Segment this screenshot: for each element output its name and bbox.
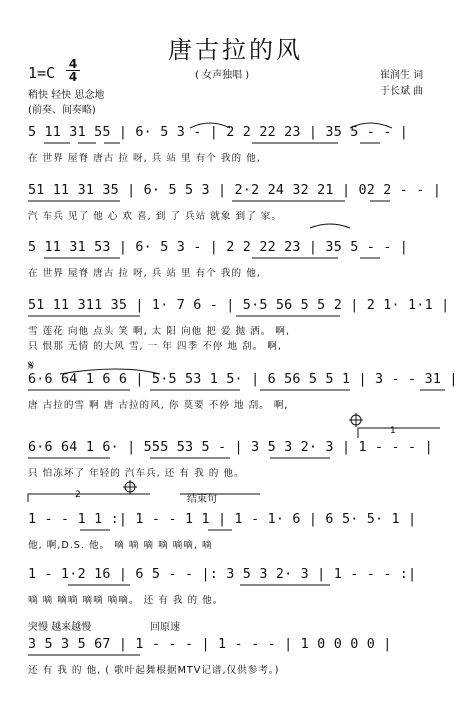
intro-note: (前奏、间奏略): [28, 105, 96, 116]
notation-line-3: 5 11 31 53 | 6· 5 3 - | 2 2 22 23 | 35 5 - - |: [28, 240, 409, 255]
notation-line-7: 1 - - 1 1 :| 1 - - 1 1 | 1 - 1· 6 | 6 5· 5· 1 |: [28, 512, 417, 527]
notation-line-4: 51 11 311 35 | 1· 7 6 - | 5·5 56 5 5 2 | 2 1· 1·1 |: [28, 298, 450, 313]
tie-arc: [190, 123, 230, 128]
notation-line-5: 6·6 64 1 6 6 | 5·5 53 1 5· | 6 56 5 5 1 | 3 - - 31 |: [28, 372, 458, 387]
tie-arc: [350, 123, 392, 128]
lyrics-line-4a: 雪 莲花 向他 点头 笑 啊, 太 阳 向他 把 爱 抛 洒。 啊,: [28, 326, 291, 337]
lyrics-line-7: 他, 啊,D.S. 他。 嘀 嘀 嘀 嘀 嘀嘀, 嘀: [28, 540, 213, 551]
tie-arc: [60, 369, 160, 374]
key-signature: 1=C: [28, 64, 56, 82]
volta-2-bracket: [28, 494, 150, 502]
lyrics-line-5: 唐 古拉的雪 啊 唐 古拉的风, 你 莫要 不停 地 刮。 啊,: [28, 400, 289, 411]
notation-line-2: 51 11 31 35 | 6· 5 5 3 | 2·2 24 32 21 | 02 2 - - |: [28, 183, 442, 198]
lyrics-line-6: 只 怕冻坏了 年轻的 汽车兵, 还 有 我 的 他。: [28, 468, 245, 479]
time-signature-bottom: 4: [68, 70, 78, 84]
notation-line-6: 6·6 64 1 6· | 555 53 5 - | 3 5 3 2· 3 | 1 - - - |: [28, 440, 433, 455]
lyrics-line-2: 汽 车兵 见了 他 心 欢 喜, 到 了 兵站 就象 到了 家。: [28, 211, 282, 222]
notation-line-9: 3 5 3 5 67 | 1 - - - | 1 - - - | 1 0 0 0 0 |: [28, 637, 392, 652]
song-title: 唐古拉的风: [168, 36, 303, 64]
lyrics-line-4b: 只 恨那 无情 的大风 雪, 一 年 四季 不停 地 刮。 啊,: [28, 341, 282, 352]
notation-line-1: 5 11 31 55 | 6· 5 3 - | 2 2 22 23 | 35 5 - - |: [28, 125, 409, 140]
composer-credit: 于长斌 曲: [380, 86, 424, 97]
performance-subtitle: ( 女声独唱 ): [195, 70, 250, 81]
volta-2-label: 2: [75, 490, 81, 500]
volta-1-label: 1: [390, 426, 396, 436]
tempo-marking: 稍快 轻快 思念地: [28, 90, 105, 101]
slowdown-marking: 突慢 越来越慢: [28, 622, 92, 633]
lyrics-line-8: 嘀 嘀 嘀嘀 嘀嘀 嘀嘀。 还 有 我 的 他。: [28, 595, 224, 606]
time-signature-top: 4: [68, 57, 78, 71]
notation-line-8: 1 - 1·2 16 | 6 5 - - |: 3 5 3 2· 3 | 1 - - - :|: [28, 567, 417, 582]
a-tempo-marking: 回原速: [150, 622, 180, 633]
tie-arc: [310, 224, 350, 228]
lyrics-line-3: 在 世界 屋脊 唐古 拉 呀, 兵 站 里 有个 我的 他,: [28, 268, 261, 279]
ending-label: 结束句: [187, 494, 217, 505]
lyricist-credit: 崔润生 词: [380, 70, 424, 81]
segno-sign: 𝄋: [28, 358, 35, 374]
lyrics-line-9: 还 有 我 的 他, ( 歌叶起舞根据MTV记谱,仅供参考。): [28, 665, 280, 676]
volta-1-bracket: [358, 428, 440, 438]
lyrics-line-1: 在 世界 屋脊 唐古 拉 呀, 兵 站 里 有个 我的 他,: [28, 153, 261, 164]
